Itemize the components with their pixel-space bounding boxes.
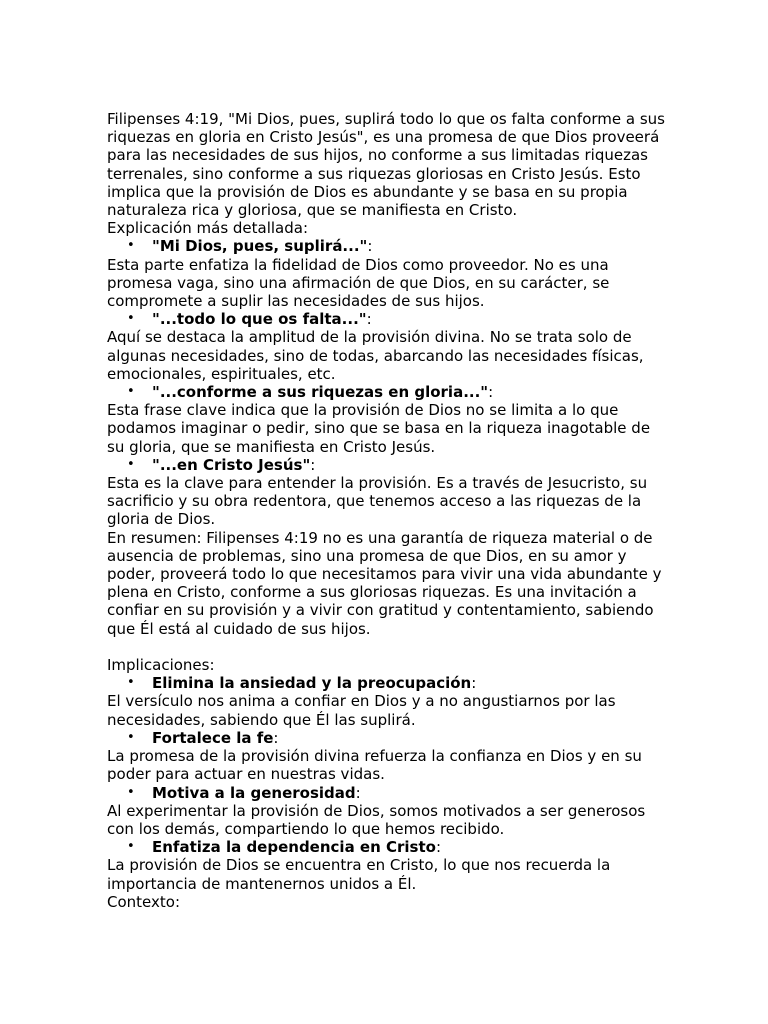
bullet-icon: •: [127, 384, 135, 400]
explanation-bullet: • "Mi Dios, pues, suplirá...":: [127, 237, 373, 256]
explanation-text: Esta parte enfatiza la fidelidad de Dios como proveedor. No es una promesa vaga, sino una afirmación de que Dios, en su carácter, se compromete a suplir las necesidades de sus hijos.: [107, 255, 610, 311]
bullet-title: "...todo lo que os falta...": [152, 310, 367, 329]
bullet-icon: •: [127, 839, 135, 855]
bullet-icon: •: [127, 311, 135, 327]
explanation-text: Aquí se destaca la amplitud de la provisión divina. No se trata solo de algunas necesidades, sino de todas, abarcando las necesidades físicas, emocionales, espirituales, etc.: [107, 328, 644, 383]
bullet-icon: •: [127, 238, 135, 254]
bullet-title: "Mi Dios, pues, suplirá...": [152, 237, 368, 256]
blank-line: [107, 638, 667, 656]
implication-text: El versículo nos anima a confiar en Dios y a no angustiarnos por las necesidades, sabiendo que Él las suplirá.: [107, 692, 616, 729]
explanation-text: Esta frase clave indica que la provisión de Dios no se limita a lo que podamos imaginar o pedir, sino que se basa en la riqueza inagotable de su gloria, que se manifiesta en Cristo Jesús.: [107, 401, 651, 456]
document-body: [107, 110, 667, 911]
implication-text: La provisión de Dios se encuentra en Cristo, lo que nos recuerda la importancia de mantenernos unidos a Él.: [107, 856, 611, 893]
bullet-icon: •: [127, 729, 135, 745]
implication-text: Al experimentar la provisión de Dios, somos motivados a ser generosos con los demás, compartiendo lo que hemos recibido.: [107, 801, 646, 838]
implications-heading: Implicaciones:: [107, 656, 215, 675]
summary-paragraph: En resumen: Filipenses 4:19 no es una garantía de riqueza material o de ausencia de problemas, sino una promesa de que Dios, en su amor y poder, proveerá todo lo que necesitamos para vivir una vida abundante y plena en Cristo, conforme a sus gloriosas riquezas. Es una invitación a confiar en su provisión y a vivir con gratitud y contentamiento, sabiendo que Él está al cuidado de sus hijos.: [107, 528, 662, 638]
explanation-bullet: • "...todo lo que os falta...":: [127, 310, 372, 329]
context-heading: Contexto:: [107, 892, 180, 911]
bullet-icon: •: [127, 675, 135, 691]
bullet-title: Enfatiza la dependencia en Cristo: [152, 838, 436, 857]
bullet-icon: •: [127, 456, 135, 472]
bullet-title: Elimina la ansiedad y la preocupación: [152, 674, 472, 693]
implication-text: La promesa de la provisión divina refuerza la confianza en Dios y en su poder para actuar en nuestras vidas.: [107, 747, 642, 784]
intro-paragraph: Filipenses 4:19, "Mi Dios, pues, suplirá todo lo que os falta conforme a sus riquezas en gloria en Cristo Jesús", es una promesa de que Dios proveerá para las necesidades de sus hijos, no conforme a sus limitadas riquezas terrenales, sino conforme a sus riquezas gloriosas en Cristo Jesús. Esto implica que la provisión de Dios es abundante y se basa en su propia naturaleza rica y gloriosa, que se manifiesta en Cristo.: [107, 110, 665, 220]
bullet-title: Motiva a la generosidad: [152, 783, 356, 802]
implication-bullet: • Motiva a la generosidad:: [127, 783, 361, 802]
implication-bullet: • Fortalece la fe:: [127, 728, 279, 747]
explanation-bullet: • "...conforme a sus riquezas en gloria...":: [127, 383, 494, 402]
implication-bullet: • Elimina la ansiedad y la preocupación:: [127, 674, 477, 693]
bullet-title: Fortalece la fe: [152, 728, 274, 747]
explanation-heading: Explicación más detallada:: [107, 219, 309, 238]
bullet-title: "...conforme a sus riquezas en gloria...": [152, 383, 489, 402]
explanation-text: Esta es la clave para entender la provisión. Es a través de Jesucristo, su sacrificio y su obra redentora, que tenemos acceso a las riquezas de la gloria de Dios.: [107, 474, 648, 529]
implication-bullet: • Enfatiza la dependencia en Cristo:: [127, 838, 442, 857]
explanation-bullet: • "...en Cristo Jesús":: [127, 455, 316, 474]
bullet-title: "...en Cristo Jesús": [152, 455, 311, 474]
bullet-icon: •: [127, 784, 135, 800]
